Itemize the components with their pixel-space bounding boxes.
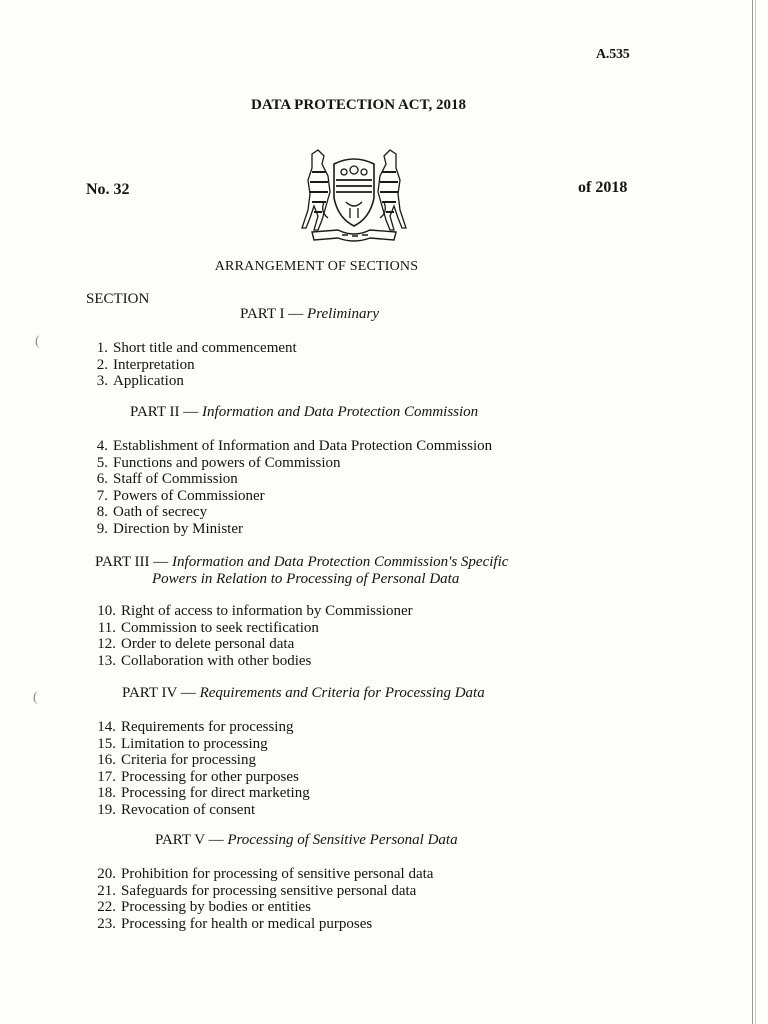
section-item [92, 455, 492, 472]
section-title: Direction by Minister [113, 520, 243, 537]
section-item [92, 736, 310, 753]
section-number: 21. [97, 882, 116, 899]
section-title: Interpretation [113, 356, 195, 373]
part-label: PART V — [155, 832, 224, 848]
section-number: 22. [97, 899, 116, 915]
section-title: Prohibition for processing of sensitive personal data [121, 866, 434, 882]
section-title: Collaboration with other bodies [121, 652, 312, 669]
arrangement-heading: ARRANGEMENT OF SECTIONS [214, 259, 419, 274]
section-number: 17. [97, 768, 116, 785]
section-title: Oath of secrecy [113, 504, 208, 520]
act-number: No. 32 [86, 181, 130, 198]
section-item [92, 471, 492, 488]
section-title: Order to delete personal data [121, 636, 295, 652]
part-label: PART III — [95, 554, 169, 570]
part-title-continued: Powers in Relation to Processing of Personal Data [152, 571, 460, 587]
section-number: 20. [97, 866, 116, 882]
section-item [92, 802, 310, 819]
section-item [92, 504, 492, 521]
section-title: Commission to seek rectification [121, 619, 319, 636]
page-edge-line [752, 0, 753, 1024]
section-title: Application [113, 373, 184, 389]
section-title: Processing for health or medical purposes [121, 915, 373, 932]
section-number: 5. [96, 454, 108, 471]
part-title: Information and Data Protection Commission's Specific [172, 554, 509, 570]
section-number: 16. [97, 752, 116, 768]
section-list [92, 603, 413, 669]
section-item [92, 373, 297, 390]
act-title: DATA PROTECTION ACT, 2018 [250, 97, 467, 113]
section-item [92, 883, 433, 900]
section-number: 13. [97, 652, 116, 669]
section-number: 3. [96, 373, 108, 389]
section-title: Revocation of consent [121, 801, 256, 818]
page-edge-line [755, 0, 756, 1024]
coat-of-arms-emblem [298, 146, 410, 244]
section-title: Processing for other purposes [121, 768, 299, 785]
section-title: Staff of Commission [113, 471, 238, 487]
section-number: 11. [97, 619, 116, 636]
section-item [92, 340, 297, 357]
section-item [92, 769, 310, 786]
part-heading [122, 685, 485, 702]
part-label: PART II — [130, 404, 199, 420]
section-number: 15. [97, 735, 116, 752]
section-number: 9. [96, 520, 108, 537]
section-number: 10. [97, 603, 116, 619]
section-item [92, 785, 310, 802]
page-reference: A.535 [596, 47, 630, 62]
section-number: 7. [96, 487, 108, 504]
part-title: Preliminary [307, 306, 379, 322]
part-title: Information and Data Protection Commission [202, 404, 479, 420]
part-title: Requirements and Criteria for Processing Data [199, 685, 485, 701]
section-number: 14. [97, 719, 116, 735]
section-number: 4. [96, 438, 108, 454]
section-number: 18. [97, 785, 116, 801]
section-item [92, 620, 413, 637]
section-title: Functions and powers of Commission [113, 454, 341, 471]
part-heading [130, 404, 478, 421]
section-number: 19. [97, 801, 116, 818]
section-title: Processing by bodies or entities [121, 899, 311, 915]
part-heading [95, 554, 508, 571]
section-title: Establishment of Information and Data Protection Commission [113, 438, 493, 454]
section-item [92, 719, 310, 736]
section-item [92, 438, 492, 455]
section-title: Requirements for processing [121, 719, 294, 735]
section-number: 2. [96, 356, 108, 373]
section-number: 8. [96, 504, 108, 520]
section-title: Short title and commencement [113, 340, 297, 356]
part-title: Processing of Sensitive Personal Data [227, 832, 458, 848]
section-list [92, 340, 297, 390]
section-item [92, 603, 413, 620]
section-number: 6. [96, 471, 108, 487]
section-title: Criteria for processing [121, 752, 256, 768]
section-item [92, 916, 433, 933]
section-list [92, 438, 492, 537]
part-label: PART IV — [122, 685, 196, 701]
act-year: of 2018 [578, 179, 628, 196]
section-item [92, 899, 433, 916]
section-item [92, 866, 433, 883]
section-item [92, 521, 492, 538]
section-number: 23. [97, 915, 116, 932]
part-heading [155, 832, 458, 849]
margin-mark: ( [35, 334, 40, 349]
section-item [92, 752, 310, 769]
part-heading [240, 306, 379, 323]
section-number: 12. [97, 636, 116, 652]
margin-mark: ( [33, 690, 38, 705]
section-list [92, 719, 310, 818]
section-item [92, 357, 297, 374]
section-column-label: SECTION [86, 291, 150, 307]
section-number: 1. [96, 340, 108, 356]
section-title: Powers of Commissioner [113, 487, 265, 504]
section-title: Safeguards for processing sensitive personal data [121, 882, 417, 899]
section-item [92, 488, 492, 505]
section-item [92, 636, 413, 653]
section-title: Limitation to processing [121, 735, 268, 752]
section-item [92, 653, 413, 670]
part-label: PART I — [240, 306, 304, 322]
section-title: Processing for direct marketing [121, 785, 310, 801]
section-title: Right of access to information by Commissioner [121, 603, 413, 619]
section-list [92, 866, 433, 932]
